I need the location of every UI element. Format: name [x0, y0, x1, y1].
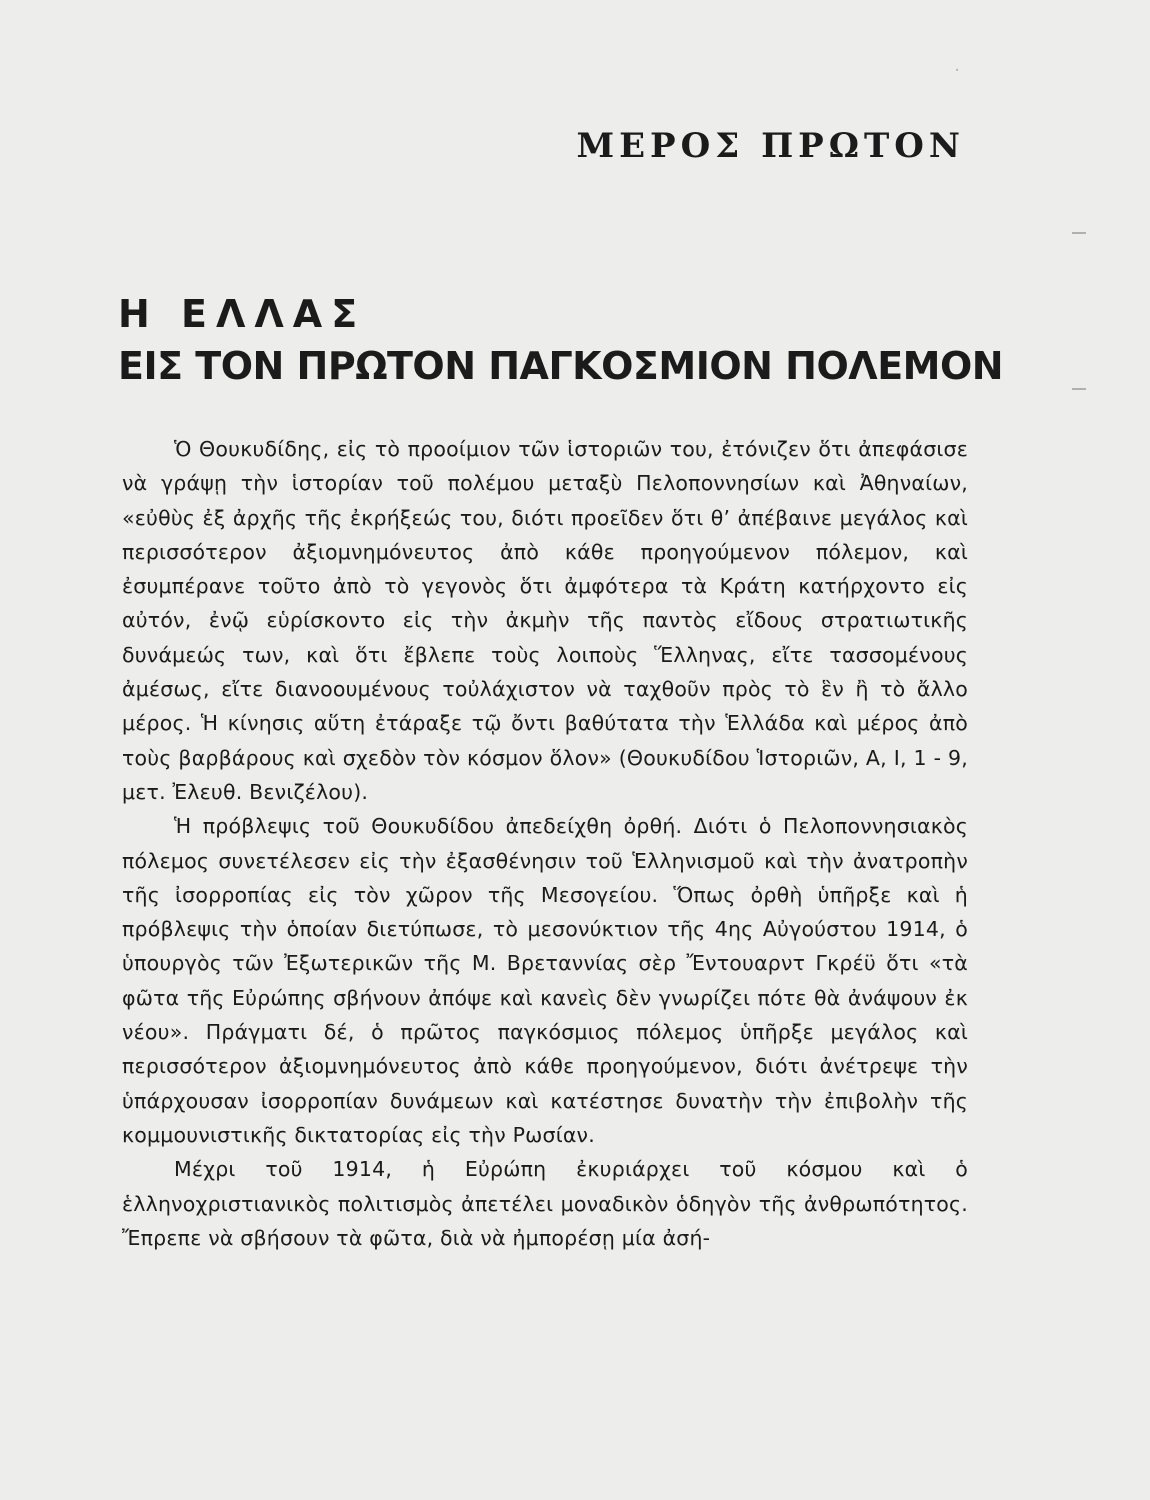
page-corner-mark: · — [954, 60, 960, 81]
paragraph-2: Ἡ πρόβλεψις τοῦ Θουκυδίδου ἀπεδείχθη ὀρθή. Διότι ὁ Πελοποννησιακὸς πόλεμος συνετέλεσεν εἰς τὴν ἐξασθένησιν τοῦ Ἑλληνισμοῦ καὶ τὴν ἀνατροπὴν τῆς ἰσορροπίας εἰς τὸν χῶρον τῆς Μεσογείου. Ὅπως ὀρθὴ ὑπῆρξε καὶ ἡ πρόβλεψις τὴν ὁποίαν διετύπωσε, τὸ μεσονύκτιον τῆς 4ης Αὐγούστου 1914, ὁ ὑπουργὸς τῶν Ἐξωτερικῶν τῆς Μ. Βρεταννίας σὲρ Ἔντουαρντ Γκρέϋ ὅτι «τὰ φῶτα τῆς Εὐρώπης σβήνουν ἀπόψε καὶ κανεὶς δὲν γνωρίζει πότε θὰ ἀνάψουν ἐκ νέου». Πράγματι δέ, ὁ πρῶτος παγκόσμιος πόλεμος ὑπῆρξε μεγάλος καὶ περισσότερον ἀξιομνημόνευτος ἀπὸ κάθε προηγούμενον, διότι ἀνέτρεψε τὴν ὑπάρχουσαν ἰσορροπίαν δυνάμεων καὶ κατέστησε δυνατὴν τὴν ἐπιβολὴν τῆς κομμουνιστικῆς δικτατορίας εἰς τὴν Ρωσίαν. — [122, 814, 968, 1147]
paragraph-3: Μέχρι τοῦ 1914, ἡ Εὐρώπη ἐκυριάρχει τοῦ κόσμου καὶ ὁ ἑλληνοχριστιανικὸς πολιτισμὸς ἀπετέλει μοναδικὸν ὁδηγὸν τῆς ἀνθρωπότητος. Ἔπρεπε νὰ σβήσουν τὰ φῶτα, διὰ νὰ ἠμπορέσῃ μία ἀσή- — [122, 1157, 968, 1250]
body-text — [122, 432, 968, 1255]
paragraph-1: Ὁ Θουκυδίδης, εἰς τὸ προοίμιον τῶν ἱστοριῶν του, ἐτόνιζεν ὅτι ἀπεφάσισε νὰ γράψῃ τὴν ἱστορίαν τοῦ πολέμου μεταξὺ Πελοποννησίων καὶ Ἀθηναίων, «εὐθὺς ἐξ ἀρχῆς τῆς ἐκρήξεώς του, διότι προεῖδεν ὅτι θ’ ἀπέβαινε μεγάλος καὶ περισσότερον ἀξιομνημόνευτος ἀπὸ κάθε προηγούμενον πόλεμον, καὶ ἐσυμπέρανε τοῦτο ἀπὸ τὸ γεγονὸς ὅτι ἀμφότερα τὰ Κράτη κατήρχοντο εἰς αὐτόν, ἐνῷ εὑρίσκοντο εἰς τὴν ἀκμὴν τῆς παντὸς εἴδους στρατιωτικῆς δυνάμεώς των, καὶ ὅτι ἔβλεπε τοὺς λοιποὺς Ἕλληνας, εἴτε τασσομένους ἀμέσως, εἴτε διανοουμένους τοὐλάχιστον νὰ ταχθοῦν πρὸς τὸ ἓν ἢ τὸ ἄλλο μέρος. Ἡ κίνησις αὕτη ἐτάραξε τῷ ὄντι βαθύτατα τὴν Ἑλλάδα καὶ μέρος ἀπὸ τοὺς βαρβάρους καὶ σχεδὸν τὸν κόσμον ὅλον» (Θουκυδίδου Ἱστοριῶν, Α, Ι, 1 - 9, μετ. Ἐλευθ. Βενιζέλου). — [122, 437, 968, 804]
chapter-title-line-2: ΕΙΣ ΤΟΝ ΠΡΩΤΟΝ ΠΑΓΚΟΣΜΙΟΝ ΠΟΛΕΜΟΝ — [118, 344, 1004, 388]
margin-mark — [1072, 388, 1086, 398]
part-heading: ΜΕΡΟΣ ΠΡΩΤΟΝ — [576, 126, 965, 166]
chapter-title — [118, 288, 1004, 392]
chapter-title-line-1: Η ΕΛΛΑΣ — [118, 292, 367, 336]
margin-mark — [1072, 232, 1086, 242]
